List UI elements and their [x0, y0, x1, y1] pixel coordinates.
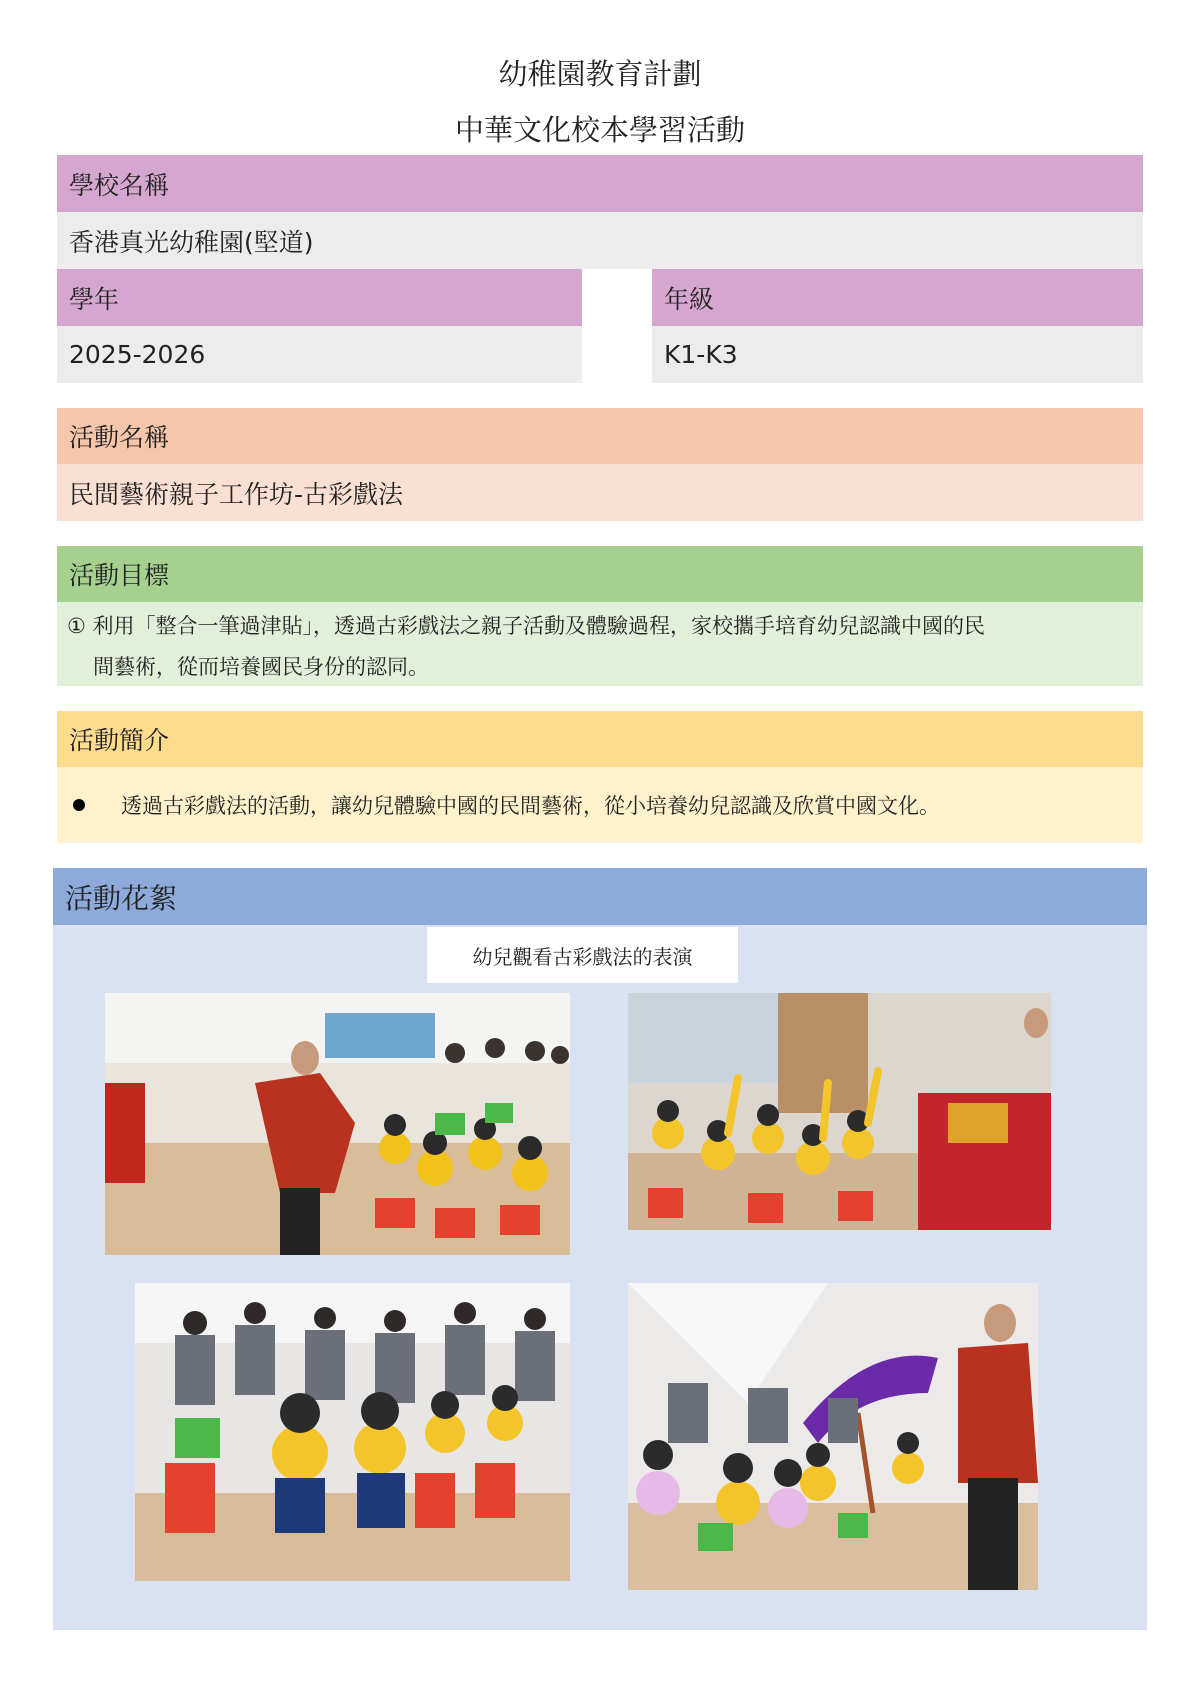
photo-performer-purple-cloth — [628, 1283, 1038, 1590]
school-year-label: 學年 — [57, 269, 582, 326]
photo-children-with-parents — [135, 1283, 570, 1581]
activity-photo-1 — [105, 993, 570, 1255]
objective-line-1: ① 利用「整合一筆過津貼」，透過古彩戲法之親子活動及體驗過程，家校攜手培育幼兒認識中國的民 — [67, 614, 985, 638]
activity-photo-4 — [628, 1283, 1038, 1590]
grade-value: K1-K3 — [652, 326, 1143, 383]
photo-children-raising-hands — [628, 993, 1051, 1230]
intro-body — [57, 767, 1143, 843]
objective-line-2: 間藝術，從而培養國民身份的認同。 — [93, 655, 429, 679]
activity-name-label: 活動名稱 — [57, 408, 1143, 464]
school-year-value: 2025-2026 — [57, 326, 582, 383]
bullet-icon — [73, 799, 85, 811]
school-name-value: 香港真光幼稚園(堅道) — [57, 212, 1143, 269]
document-subtitle: 中華文化校本學習活動 — [454, 113, 745, 147]
grade-label: 年級 — [652, 269, 1143, 326]
activity-photo-3 — [135, 1283, 570, 1581]
intro-item: 透過古彩戲法的活動，讓幼兒體驗中國的民間藝術，從小培養幼兒認識及欣賞中國文化。 — [121, 794, 940, 818]
photo-performer-with-children — [105, 993, 570, 1255]
school-name-label: 學校名稱 — [57, 155, 1143, 212]
document-title: 幼稚園教育計劃 — [498, 57, 702, 91]
activity-name-value: 民間藝術親子工作坊-古彩戲法 — [57, 464, 1143, 521]
activity-photo-2 — [628, 993, 1051, 1230]
photo-caption: 幼兒觀看古彩戲法的表演 — [427, 927, 738, 983]
highlights-label: 活動花絮 — [53, 868, 1147, 925]
objectives-body — [57, 602, 1143, 686]
objectives-label: 活動目標 — [57, 546, 1143, 602]
intro-label: 活動簡介 — [57, 711, 1143, 767]
